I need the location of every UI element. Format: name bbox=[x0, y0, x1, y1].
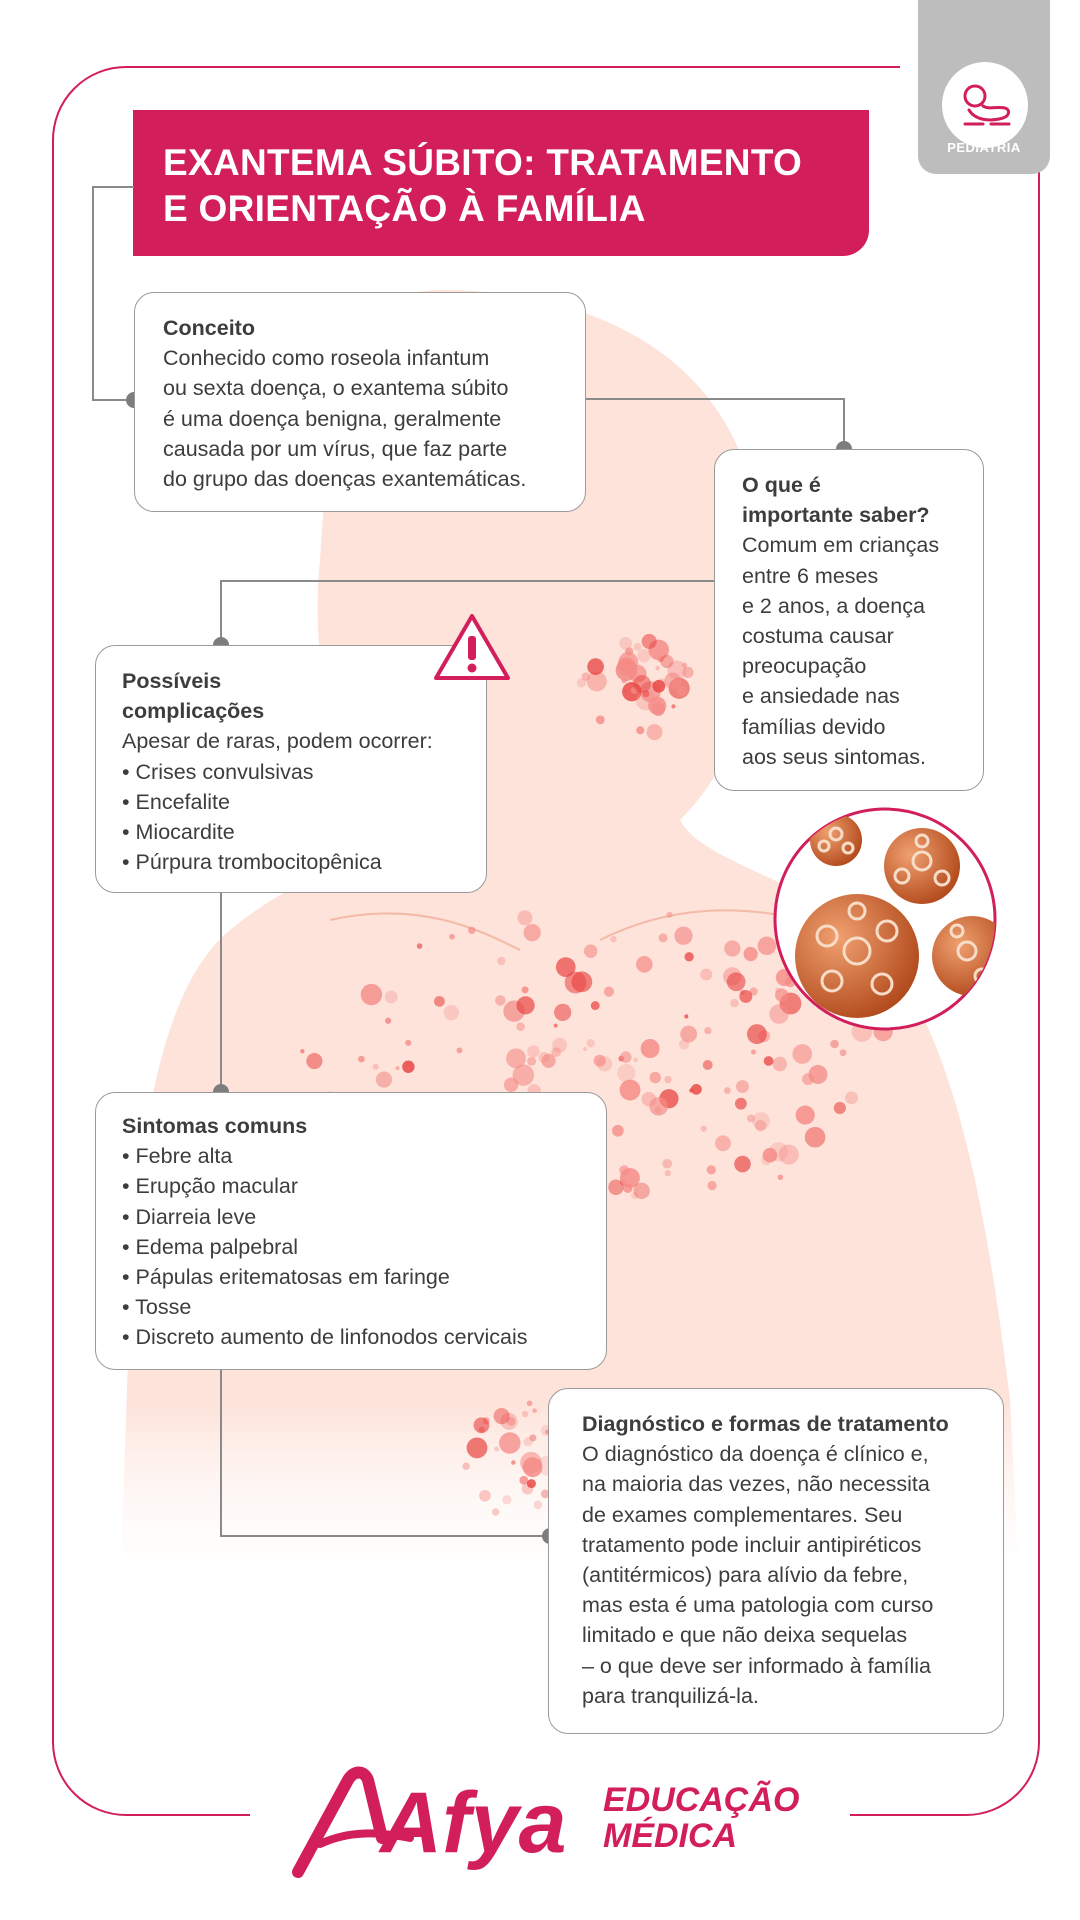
card-importante-line: e 2 anos, a doença bbox=[742, 593, 925, 618]
card-importante bbox=[714, 449, 984, 791]
card-complicacoes-list bbox=[122, 757, 472, 878]
card-importante-line: costuma causar bbox=[742, 624, 894, 649]
list-item: • Pápulas eritematosas em faringe bbox=[122, 1262, 592, 1292]
virus-illustration bbox=[772, 806, 998, 1032]
card-complicacoes-heading-line: Possíveis bbox=[122, 669, 222, 693]
card-importante-line: e ansiedade nas bbox=[742, 684, 900, 709]
card-diagnostico-line: na maioria das vezes, não necessita bbox=[582, 1472, 930, 1497]
list-item: • Púrpura trombocitopênica bbox=[122, 847, 472, 877]
card-importante-heading-line: importante saber? bbox=[742, 503, 930, 528]
card-diagnostico-line: limitado e que não deixa sequelas bbox=[582, 1623, 908, 1648]
baby-icon bbox=[942, 62, 1028, 148]
list-item: • Febre alta bbox=[122, 1141, 592, 1171]
category-tag bbox=[918, 0, 1050, 174]
card-complicacoes-heading-line: complicações bbox=[122, 699, 265, 724]
list-item: • Crises convulsivas bbox=[122, 757, 472, 787]
card-conceito-line: ou sexta doença, o exantema súbito bbox=[163, 376, 509, 401]
category-tag-label: PEDIATRIA bbox=[947, 140, 1021, 155]
card-diagnostico-line: de exames complementares. Seu bbox=[582, 1502, 903, 1527]
card-importante-line: entre 6 meses bbox=[742, 563, 879, 588]
warning-icon bbox=[430, 610, 514, 684]
card-diagnostico bbox=[548, 1388, 1004, 1734]
card-diagnostico-line: mas esta é uma patologia com curso bbox=[582, 1593, 934, 1618]
connector-sintomas-diagnostico-h bbox=[220, 1535, 550, 1537]
connector-complicacoes-sintomas-v bbox=[220, 892, 222, 1092]
card-complicacoes-intro: Apesar de raras, podem ocorrer: bbox=[122, 729, 433, 754]
card-conceito-heading: Conceito bbox=[163, 316, 255, 340]
connector-conceito-importante-h bbox=[585, 398, 845, 400]
card-importante-heading-line: O que é bbox=[742, 473, 821, 497]
afya-logo-text: Afya bbox=[380, 1775, 567, 1871]
card-importante-line: preocupação bbox=[742, 654, 867, 679]
title-line-1: EXANTEMA SÚBITO: TRATAMENTO bbox=[163, 142, 803, 183]
connector-title-conceito-h bbox=[92, 186, 134, 188]
card-sintomas-list bbox=[122, 1141, 592, 1352]
afya-logo bbox=[290, 1760, 590, 1880]
card-conceito bbox=[134, 292, 586, 512]
connector-importante-complicacoes-h bbox=[220, 580, 715, 582]
list-item: • Edema palpebral bbox=[122, 1232, 592, 1262]
card-complicacoes bbox=[95, 645, 487, 893]
card-diagnostico-line: – o que deve ser informado à família bbox=[582, 1653, 931, 1678]
card-diagnostico-line: para tranquilizá-la. bbox=[582, 1683, 759, 1708]
connector-sintomas-diagnostico-v bbox=[220, 1368, 222, 1536]
card-importante-line: aos seus sintomas. bbox=[742, 744, 927, 769]
card-sintomas-heading: Sintomas comuns bbox=[122, 1114, 308, 1138]
brand-subtitle-line-2: MÉDICA bbox=[603, 1817, 738, 1855]
card-diagnostico-line: tratamento pode incluir antipiréticos bbox=[582, 1532, 922, 1557]
card-conceito-line: Conhecido como roseola infantum bbox=[163, 346, 490, 371]
connector-title-conceito-v bbox=[92, 186, 94, 401]
card-conceito-line: é uma doença benigna, geralmente bbox=[163, 406, 502, 431]
page-title bbox=[133, 110, 869, 256]
brand-subtitle-line-1: EDUCAÇÃO bbox=[603, 1781, 800, 1819]
card-diagnostico-line: O diagnóstico da doença é clínico e, bbox=[582, 1442, 929, 1467]
card-importante-line: Comum em crianças bbox=[742, 533, 940, 558]
brand-subtitle bbox=[603, 1782, 799, 1854]
title-line-2: E ORIENTAÇÃO À FAMÍLIA bbox=[163, 188, 646, 229]
card-sintomas bbox=[95, 1092, 607, 1370]
list-item: • Diarreia leve bbox=[122, 1202, 592, 1232]
list-item: • Discreto aumento de linfonodos cervicais bbox=[122, 1322, 592, 1352]
list-item: • Miocardite bbox=[122, 817, 472, 847]
list-item: • Encefalite bbox=[122, 787, 472, 817]
card-diagnostico-heading: Diagnóstico e formas de tratamento bbox=[582, 1412, 949, 1436]
card-importante-line: famílias devido bbox=[742, 714, 886, 739]
list-item: • Tosse bbox=[122, 1292, 592, 1322]
card-diagnostico-line: (antitérmicos) para alívio da febre, bbox=[582, 1563, 909, 1588]
card-conceito-line: causada por um vírus, que faz parte bbox=[163, 436, 508, 461]
list-item: • Erupção macular bbox=[122, 1171, 592, 1201]
card-conceito-line: do grupo das doenças exantemáticas. bbox=[163, 467, 527, 492]
